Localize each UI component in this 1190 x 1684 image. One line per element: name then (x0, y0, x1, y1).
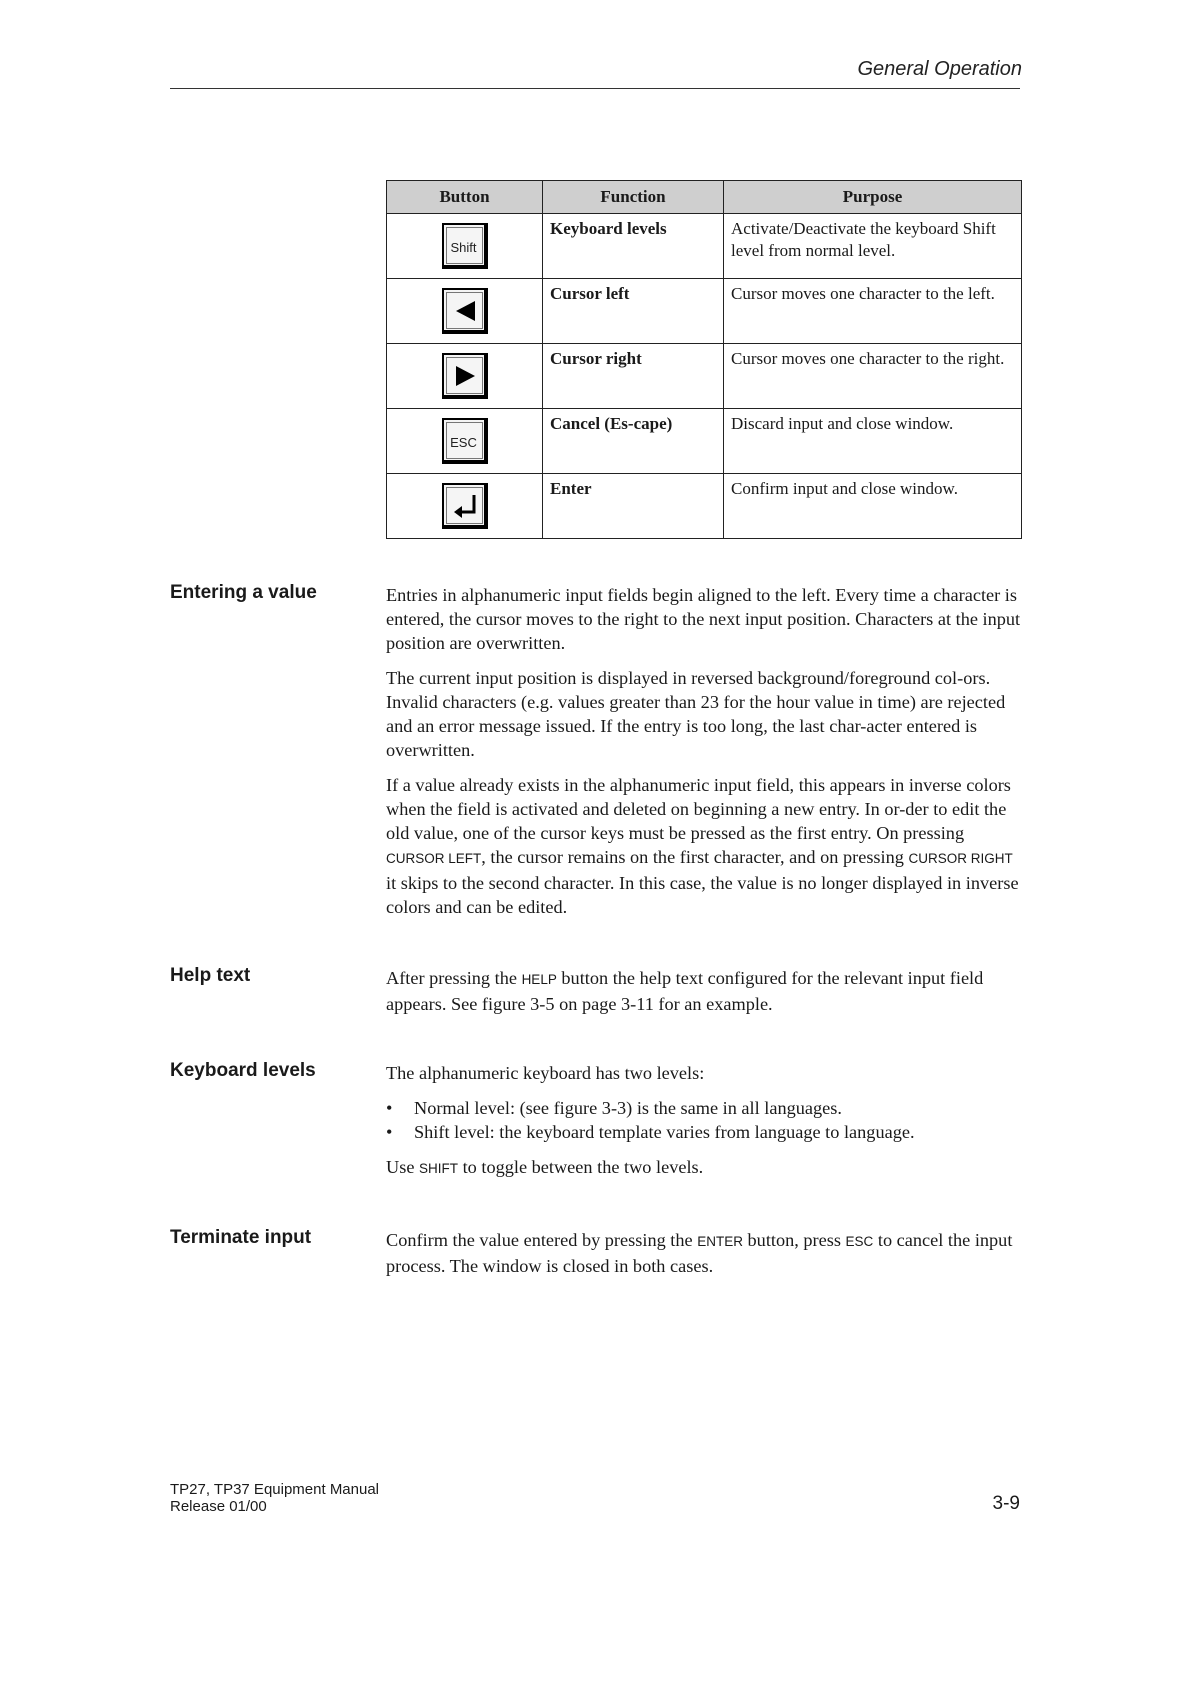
button-cell (387, 344, 543, 409)
purpose-cell: Discard input and close window. (724, 409, 1022, 474)
button-cell (387, 279, 543, 344)
right-arrow-icon (449, 360, 481, 392)
esc-key-icon (442, 418, 488, 464)
header-divider (170, 88, 1020, 89)
table-row (387, 409, 1022, 474)
function-cell: Cursor left (543, 279, 724, 344)
text-run: Use (386, 1157, 420, 1177)
key-name: CURSOR RIGHT (908, 851, 1013, 866)
purpose-cell: Cursor moves one character to the left. (724, 279, 1022, 344)
shift-key-icon (442, 223, 488, 269)
enter-key-icon (442, 483, 488, 529)
footer-release: Release 01/00 (170, 1498, 267, 1515)
purpose-cell: Confirm input and close window. (724, 474, 1022, 539)
text-run: , the cursor remains on the first character, and on pressing (481, 847, 909, 867)
footer-manual-info (170, 1481, 379, 1515)
paragraph: Entries in alphanumeric input fields begin aligned to the left. Every time a character is entered, the cursor moves to the right to the next input position. Characters at the input position are overwritten. (386, 585, 1021, 653)
table-row (387, 214, 1022, 279)
section-label-entering-value: Entering a value (170, 582, 317, 603)
text-run: it skips to the second character. In this case, the value is no longer displayed in inverse colors and can be edited. (386, 873, 1019, 917)
key-name: ESC (845, 1234, 874, 1249)
list-item: • Shift level: the keyboard template varies from language to language. (386, 1120, 1026, 1144)
table-row (387, 474, 1022, 539)
table-row (387, 279, 1022, 344)
table-header-row (387, 181, 1022, 214)
footer-manual-title: TP27, TP37 Equipment Manual (170, 1481, 380, 1498)
section-body-terminate-input (386, 1228, 1026, 1289)
section-body-entering-value (386, 583, 1026, 930)
list-item: • Normal level: (see figure 3-3) is the same in all languages. (386, 1096, 1026, 1120)
text-run: to toggle between the two levels. (458, 1157, 704, 1177)
shift-key-label: Shift (450, 240, 477, 255)
function-cell: Cursor right (543, 344, 724, 409)
button-cell (387, 409, 543, 474)
button-cell (387, 214, 543, 279)
section-body-keyboard-levels (386, 1061, 1026, 1192)
column-header-function: Function (543, 181, 724, 214)
section-body-help-text (386, 966, 1026, 1027)
function-cell: Enter (543, 474, 724, 539)
column-header-purpose: Purpose (724, 181, 1022, 214)
text-run: Confirm the value entered by pressing the (386, 1230, 698, 1250)
page-number: 3-9 (992, 1493, 1020, 1514)
purpose-cell: Cursor moves one character to the right. (724, 344, 1022, 409)
paragraph (386, 773, 1026, 919)
key-name: ENTER (697, 1234, 743, 1249)
section-label-keyboard-levels: Keyboard levels (170, 1060, 316, 1081)
text-run: to cancel the input process. The window is closed in both cases. (386, 1230, 1013, 1276)
enter-arrow-icon (449, 490, 481, 522)
table-row (387, 344, 1022, 409)
text-run: After pressing the (386, 968, 522, 988)
function-cell: Cancel (Es-cape) (543, 409, 724, 474)
key-function-table (386, 180, 1022, 539)
left-arrow-icon (449, 295, 481, 327)
text-run: button, press (742, 1230, 846, 1250)
cursor-left-key-icon (442, 288, 488, 334)
cursor-right-key-icon (442, 353, 488, 399)
esc-key-label: ESC (450, 435, 477, 450)
bullet-list (386, 1096, 1026, 1144)
purpose-cell: Activate/Deactivate the keyboard Shift level from normal level. (724, 214, 1022, 279)
column-header-button: Button (387, 181, 543, 214)
key-name: HELP (521, 972, 557, 987)
paragraph: The alphanumeric keyboard has two levels: (386, 1063, 705, 1083)
paragraph (386, 1228, 1026, 1278)
button-cell (387, 474, 543, 539)
text-run: If a value already exists in the alphanumeric input field, this appears in inverse colors when the field is activated and deleted on beginning a new entry. In or-der to edit the old value, one of the cursor keys must be pressed as the first entry. On pressing (386, 775, 1011, 843)
function-cell: Keyboard levels (543, 214, 724, 279)
key-name: SHIFT (419, 1161, 459, 1176)
paragraph: The current input position is displayed in reversed background/foreground col-ors. Invalid characters (e.g. values greater than 23 for the hour value in time) are rejected and an error message issued. If the entry is too long, the last char-acter entered is overwritten. (386, 668, 1006, 760)
text-run: button the help text configured for the relevant input field appears. See figure 3-5 on page 3-11 for an example. (386, 968, 984, 1014)
page-header-title: General Operation (857, 58, 1022, 80)
paragraph (386, 1155, 1026, 1181)
paragraph (386, 966, 1026, 1016)
section-label-terminate-input: Terminate input (170, 1227, 312, 1248)
section-label-help-text: Help text (170, 965, 251, 986)
key-name: CURSOR LEFT (386, 851, 482, 866)
